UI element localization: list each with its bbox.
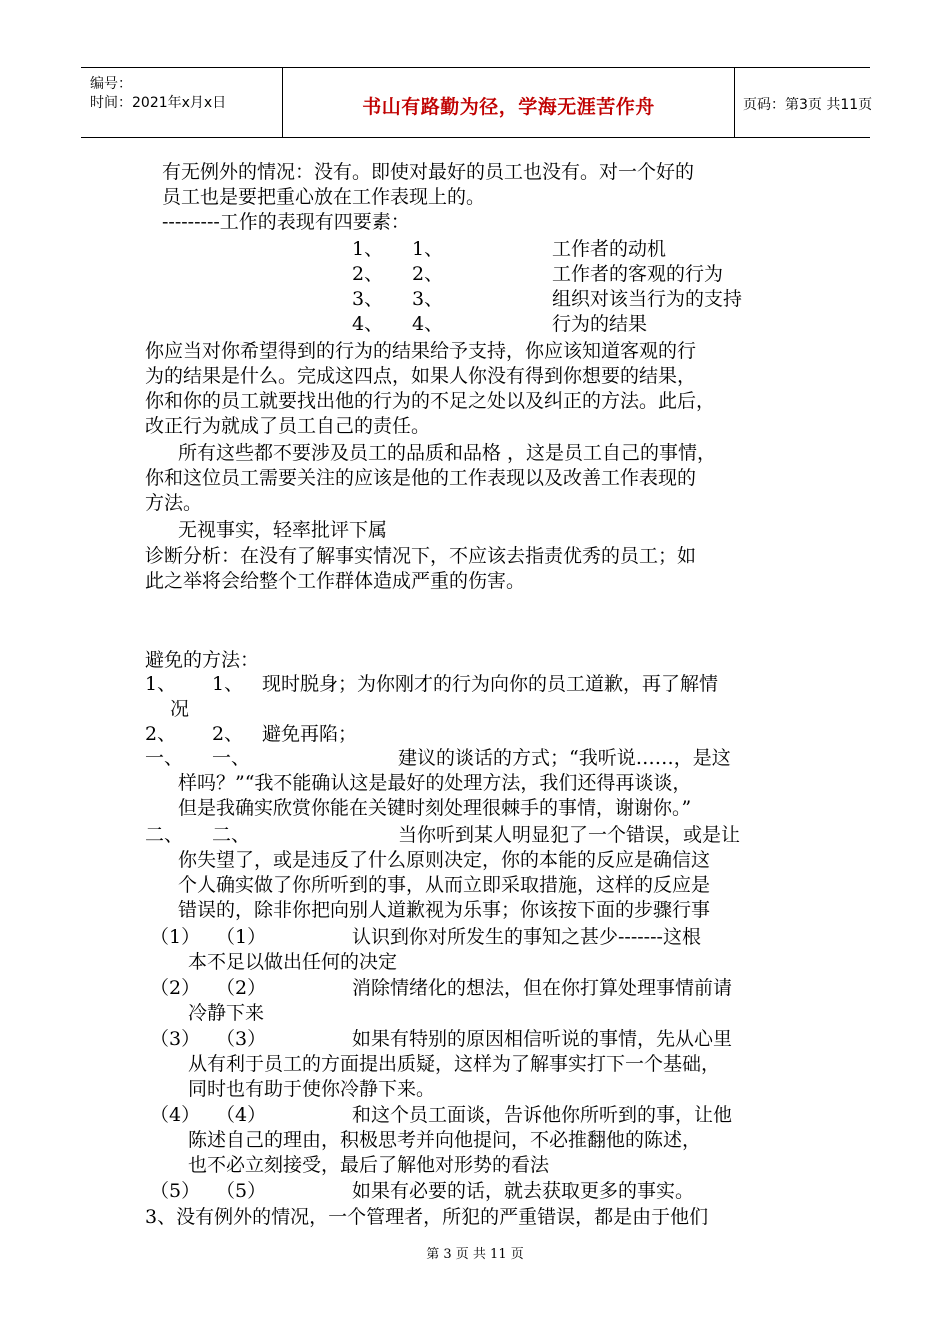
list-item-text: 避免再陷； bbox=[262, 723, 358, 745]
document-date-label: 时间：2021年x月x日 bbox=[90, 95, 227, 111]
document-number-label: 编号： bbox=[90, 76, 132, 92]
page-header bbox=[81, 67, 873, 138]
paragraph-line: 所有这些都不要涉及员工的品质和品格 ，这是员工自己的事情， bbox=[178, 442, 717, 464]
list-item-text: 工作者的客观的行为 bbox=[552, 263, 724, 285]
subsection-heading: 无视事实，轻率批评下属 bbox=[178, 519, 388, 541]
list-number: （2） bbox=[150, 977, 201, 999]
paragraph-line: 员工也是要把重心放在工作表现上的。 bbox=[162, 186, 486, 208]
list-number: （4） bbox=[150, 1104, 201, 1126]
list-item-text: 组织对该当行为的支持 bbox=[552, 288, 743, 310]
list-number: 3、 bbox=[412, 288, 444, 310]
list-number: 4、 bbox=[352, 313, 384, 335]
list-number: （5） bbox=[216, 1180, 267, 1202]
list-number: 二、 bbox=[212, 824, 251, 846]
list-number: 2、 bbox=[412, 263, 444, 285]
list-item-text: 当你听到某人明显犯了一个错误，或是让 bbox=[398, 824, 741, 846]
header-motto-cell bbox=[283, 68, 735, 137]
list-item-text: 建议的谈话的方式；“我听说……，是这 bbox=[398, 747, 731, 769]
paragraph-line: 本不足以做出任何的决定 bbox=[188, 951, 398, 973]
list-item-text: 现时脱身；为你刚才的行为向你的员工道歉，再了解情 bbox=[262, 673, 719, 695]
header-page-cell bbox=[735, 68, 873, 137]
header-motto: 书山有路勤为径，学海无涯苦作舟 bbox=[362, 96, 655, 118]
paragraph-line: 同时也有助于使你冷静下来。 bbox=[188, 1078, 436, 1100]
paragraph-line: 你应当对你希望得到的行为的结果给予支持，你应该知道客观的行 bbox=[145, 340, 697, 362]
list-number: （1） bbox=[216, 926, 267, 948]
list-item-text: 工作者的动机 bbox=[552, 238, 667, 260]
list-item-text: 如果有特别的原因相信听说的事情，先从心里 bbox=[352, 1028, 733, 1050]
section-heading: ---------工作的表现有四要素： bbox=[162, 211, 410, 233]
list-number: 4、 bbox=[412, 313, 444, 335]
paragraph-line: 也不必立刻接受，最后了解他对形势的看法 bbox=[188, 1154, 550, 1176]
paragraph-line: 样吗？”“我不能确认这是最好的处理方法，我们还得再谈谈， bbox=[178, 772, 692, 794]
list-item-text: 行为的结果 bbox=[552, 313, 648, 335]
list-number: 3、 bbox=[352, 288, 384, 310]
paragraph-line: 你失望了，或是违反了什么原则决定，你的本能的反应是确信这 bbox=[178, 849, 711, 871]
list-item-text: 认识到你对所发生的事知之甚少-------这根 bbox=[352, 926, 701, 948]
paragraph-line: 错误的，除非你把向别人道歉视为乐事；你该按下面的步骤行事 bbox=[178, 899, 711, 921]
paragraph-line: 方法。 bbox=[145, 492, 203, 514]
footer-page-number: 第 3 页 共 11 页 bbox=[426, 1247, 524, 1262]
paragraph-line: 但是我确实欣赏你能在关键时刻处理很棘手的事情，谢谢你。” bbox=[178, 797, 692, 819]
list-number: （4） bbox=[216, 1104, 267, 1126]
paragraph-line: 有无例外的情况：没有。即使对最好的员工也没有。对一个好的 bbox=[162, 161, 695, 183]
paragraph-line: 个人确实做了你所听到的事，从而立即采取措施，这样的反应是 bbox=[178, 874, 711, 896]
list-number: （1） bbox=[150, 926, 201, 948]
paragraph-line: 为的结果是什么。完成这四点，如果人你没有得到你想要的结果， bbox=[145, 365, 697, 387]
subsection-heading: 避免的方法： bbox=[145, 649, 260, 671]
list-number: （3） bbox=[150, 1028, 201, 1050]
list-item-text: 如果有必要的话，就去获取更多的事实。 bbox=[352, 1180, 695, 1202]
paragraph-line: 你和这位员工需要关注的应该是他的工作表现以及改善工作表现的 bbox=[145, 467, 697, 489]
header-page-number: 页码：第3页 共11页 bbox=[743, 97, 873, 113]
page-footer bbox=[0, 1243, 950, 1262]
list-item-text: 消除情绪化的想法，但在你打算处理事情前请 bbox=[352, 977, 733, 999]
header-info-cell bbox=[81, 68, 283, 137]
paragraph-line: 你和你的员工就要找出他的行为的不足之处以及纠正的方法。此后， bbox=[145, 390, 716, 412]
list-number: （3） bbox=[216, 1028, 267, 1050]
paragraph-line: 3、没有例外的情况，一个管理者，所犯的严重错误，都是由于他们 bbox=[145, 1206, 709, 1228]
list-number: 一、 bbox=[145, 747, 184, 769]
paragraph-line: 况 bbox=[170, 698, 190, 720]
paragraph-line: 改正行为就成了员工自己的责任。 bbox=[145, 415, 431, 437]
list-number: 2、 bbox=[352, 263, 384, 285]
list-number: （5） bbox=[150, 1180, 201, 1202]
list-number: 1、 bbox=[212, 673, 244, 695]
list-number: 2、 bbox=[212, 723, 244, 745]
paragraph-line: 此之举将会给整个工作群体造成严重的伤害。 bbox=[145, 570, 526, 592]
list-number: 二、 bbox=[145, 824, 184, 846]
paragraph-line: 陈述自己的理由，积极思考并向他提问，不必推翻他的陈述， bbox=[188, 1129, 702, 1151]
paragraph-line: 冷静下来 bbox=[188, 1002, 265, 1024]
list-number: 1、 bbox=[352, 238, 384, 260]
list-number: （2） bbox=[216, 977, 267, 999]
paragraph-line: 从有利于员工的方面提出质疑，这样为了解事实打下一个基础， bbox=[188, 1053, 721, 1075]
list-item-text: 和这个员工面谈，告诉他你所听到的事，让他 bbox=[352, 1104, 733, 1126]
list-number: 1、 bbox=[145, 673, 177, 695]
list-number: 2、 bbox=[145, 723, 177, 745]
list-number: 1、 bbox=[412, 238, 444, 260]
paragraph-line: 诊断分析：在没有了解事实情况下，不应该去指责优秀的员工；如 bbox=[145, 545, 697, 567]
list-number: 一、 bbox=[212, 747, 251, 769]
